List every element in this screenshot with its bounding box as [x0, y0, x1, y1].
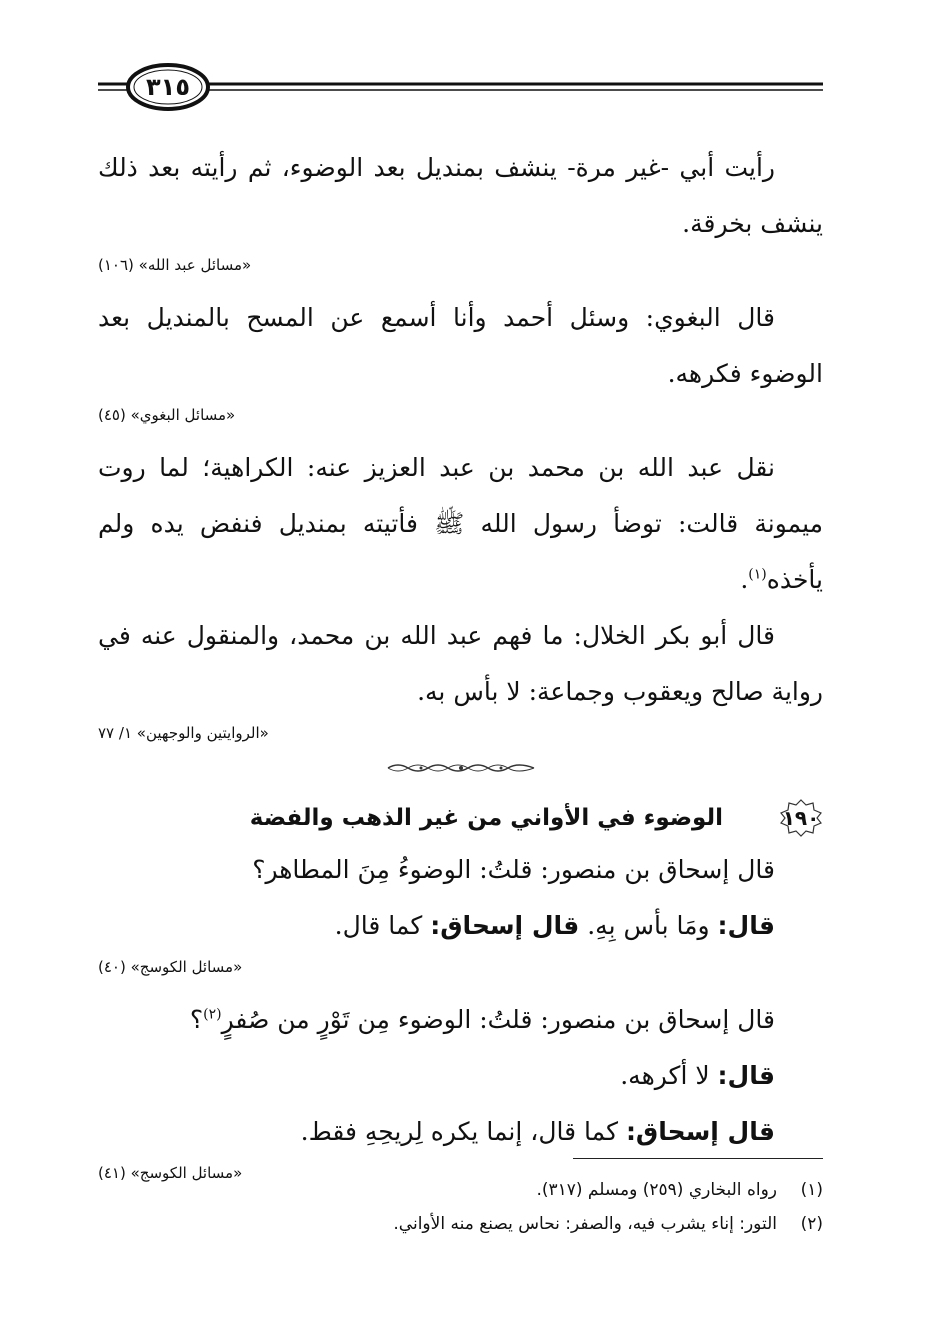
- paragraph: قال إسحاق بن منصور: قلتُ: الوضوءُ مِنَ المطاهر؟: [252, 855, 775, 884]
- paragraph: نقل عبد الله بن محمد بن عبد العزيز عنه: الكراهية؛ لما روت ميمونة قالت: توضأ رسول الله ﷺ فأتيته بمنديل فنفض يده ولم يأخذه$^{(١)}$.: [98, 453, 823, 594]
- footnote-rule: [573, 1158, 823, 1159]
- section-heading: [98, 798, 823, 838]
- paragraph: قال: لا أكرهه.: [620, 1061, 775, 1090]
- section-divider: [98, 762, 823, 778]
- footnote: (٢) التور: إناء يشرب فيه، والصفر: نحاس يصنع منه الأواني.: [393, 1214, 823, 1234]
- page-header: [98, 62, 823, 112]
- paragraph: قال: ومَا بأس بِهِ. قال إسحاق: كما قال.: [334, 911, 775, 940]
- paragraph: قال إسحاق: كما قال، إنما يكره لِريحِهِ فقط.: [300, 1117, 775, 1146]
- paragraph: قال البغوي: وسئل أحمد وأنا أسمع عن المسح بالمنديل بعد الوضوء فكرهه.: [98, 303, 823, 388]
- source-citation: «مسائل عبد الله» (١٠٦): [98, 256, 252, 274]
- source-citation: «مسائل الكوسج» (٤٠): [98, 958, 243, 976]
- page-body: [98, 140, 823, 1198]
- page-number: ٣١٥: [146, 73, 190, 101]
- paragraph: قال إسحاق بن منصور: قلتُ: الوضوء مِن تَوْرٍ من صُفرٍ$^{(٢)}$؟: [189, 1005, 775, 1034]
- footnote-ref: (١): [748, 566, 767, 583]
- source-citation: «مسائل البغوي» (٤٥): [98, 406, 236, 424]
- footnote: (١) رواه البخاري (٢٥٩) ومسلم (٣١٧).: [536, 1180, 823, 1200]
- footnote-ref: (٢): [203, 1006, 222, 1023]
- paragraph: رأيت أبي -غير مرة- ينشف بمنديل بعد الوضوء، ثم رأيته بعد ذلك ينشف بخرقة.: [98, 153, 823, 238]
- source-citation: «مسائل الكوسج» (٤١): [98, 1164, 243, 1182]
- footnotes: [98, 1158, 823, 1241]
- section-number-badge: ١٩٠: [779, 798, 823, 838]
- paragraph: قال أبو بكر الخلال: ما فهم عبد الله بن محمد، والمنقول عنه في رواية صالح ويعقوب وجماعة: لا بأس به.: [98, 621, 823, 706]
- section-title: الوضوء في الأواني من غير الذهب والفضة: [249, 805, 723, 831]
- divider-ornament-icon: [386, 762, 536, 774]
- source-citation: «الروايتين والوجهين» ١/ ٧٧: [98, 724, 269, 742]
